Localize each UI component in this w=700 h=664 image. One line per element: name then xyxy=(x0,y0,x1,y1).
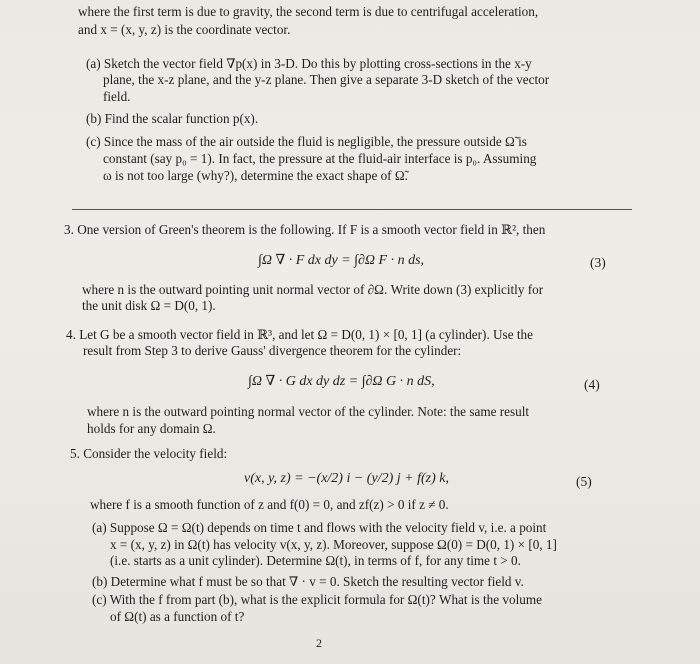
part-c-line: (c) With the f from part (b), what is the explicit formula for Ω(t)? What is the volume xyxy=(92,592,542,607)
text-line: where the first term is due to gravity, the second term is due to centrifugal acceleration, xyxy=(78,4,539,19)
text-line: where n is the outward pointing normal vector of the cylinder. Note: the same result xyxy=(87,404,530,419)
problem-3-line: 3. One version of Green's theorem is the following. If F is a smooth vector field in ℝ², then xyxy=(64,222,546,237)
text-line: plane, the x-z plane, and the y-z plane. Then give a separate 3-D sketch of the vector xyxy=(103,72,550,87)
text-line: ω is not too large (why?), determine the exact shape of Ω̃. xyxy=(103,168,408,183)
green-theorem-equation: ∫Ω ∇ · F dx dy = ∫∂Ω F · n ds, xyxy=(258,253,425,268)
equation-number-3: (3) xyxy=(590,255,606,270)
text-line: of Ω(t) as a function of t? xyxy=(110,609,245,624)
text-line: where f is a smooth function of z and f(0) = 0, and zf(z) > 0 if z ≠ 0. xyxy=(90,497,449,512)
text-line: where n is the outward pointing unit normal vector of ∂Ω. Write down (3) explicitly for xyxy=(82,282,544,297)
part-c-line: (c) Since the mass of the air outside the fluid is negligible, the pressure outside Ω̃ is xyxy=(86,134,527,149)
text-line: the unit disk Ω = D(0, 1). xyxy=(82,298,216,313)
text-line: and x = (x, y, z) is the coordinate vector. xyxy=(78,22,291,37)
gauss-theorem-equation: ∫Ω ∇ · G dx dy dz = ∫∂Ω G · n dS, xyxy=(248,374,435,389)
text-line: field. xyxy=(103,89,131,104)
text-line: holds for any domain Ω. xyxy=(87,421,216,436)
part-a-line: (a) Suppose Ω = Ω(t) depends on time t and flows with the velocity field v, i.e. a point xyxy=(92,520,547,535)
equation-number-4: (4) xyxy=(584,377,600,392)
part-b-line: (b) Determine what f must be so that ∇ · v = 0. Sketch the resulting vector field v. xyxy=(92,574,524,589)
part-a-line: (a) Sketch the vector field ∇p(x) in 3-D. Do this by plotting cross-sections in the x-y xyxy=(86,56,532,71)
text-line: x = (x, y, z) in Ω(t) has velocity v(x, y, z). Moreover, suppose Ω(0) = D(0, 1) × [0, 1] xyxy=(110,537,557,552)
problem-5-line: 5. Consider the velocity field: xyxy=(70,446,228,461)
page-number: 2 xyxy=(316,636,322,650)
text-line: constant (say p₀ = 1). In fact, the pressure at the fluid-air interface is p₀. Assuming xyxy=(103,151,537,166)
text-line: result from Step 3 to derive Gauss' divergence theorem for the cylinder: xyxy=(83,343,462,358)
part-b-line: (b) Find the scalar function p(x). xyxy=(86,111,259,126)
section-divider xyxy=(72,209,632,210)
equation-number-5: (5) xyxy=(576,474,592,489)
velocity-field-equation: v(x, y, z) = −(x/2) i − (y/2) j + f(z) k, xyxy=(244,471,449,486)
text-line: (i.e. starts as a unit cylinder). Determine Ω(t), in terms of f, for any time t > 0. xyxy=(110,553,521,568)
problem-4-line: 4. Let G be a smooth vector field in ℝ³, and let Ω = D(0, 1) × [0, 1] (a cylinder). Use the xyxy=(66,327,533,342)
